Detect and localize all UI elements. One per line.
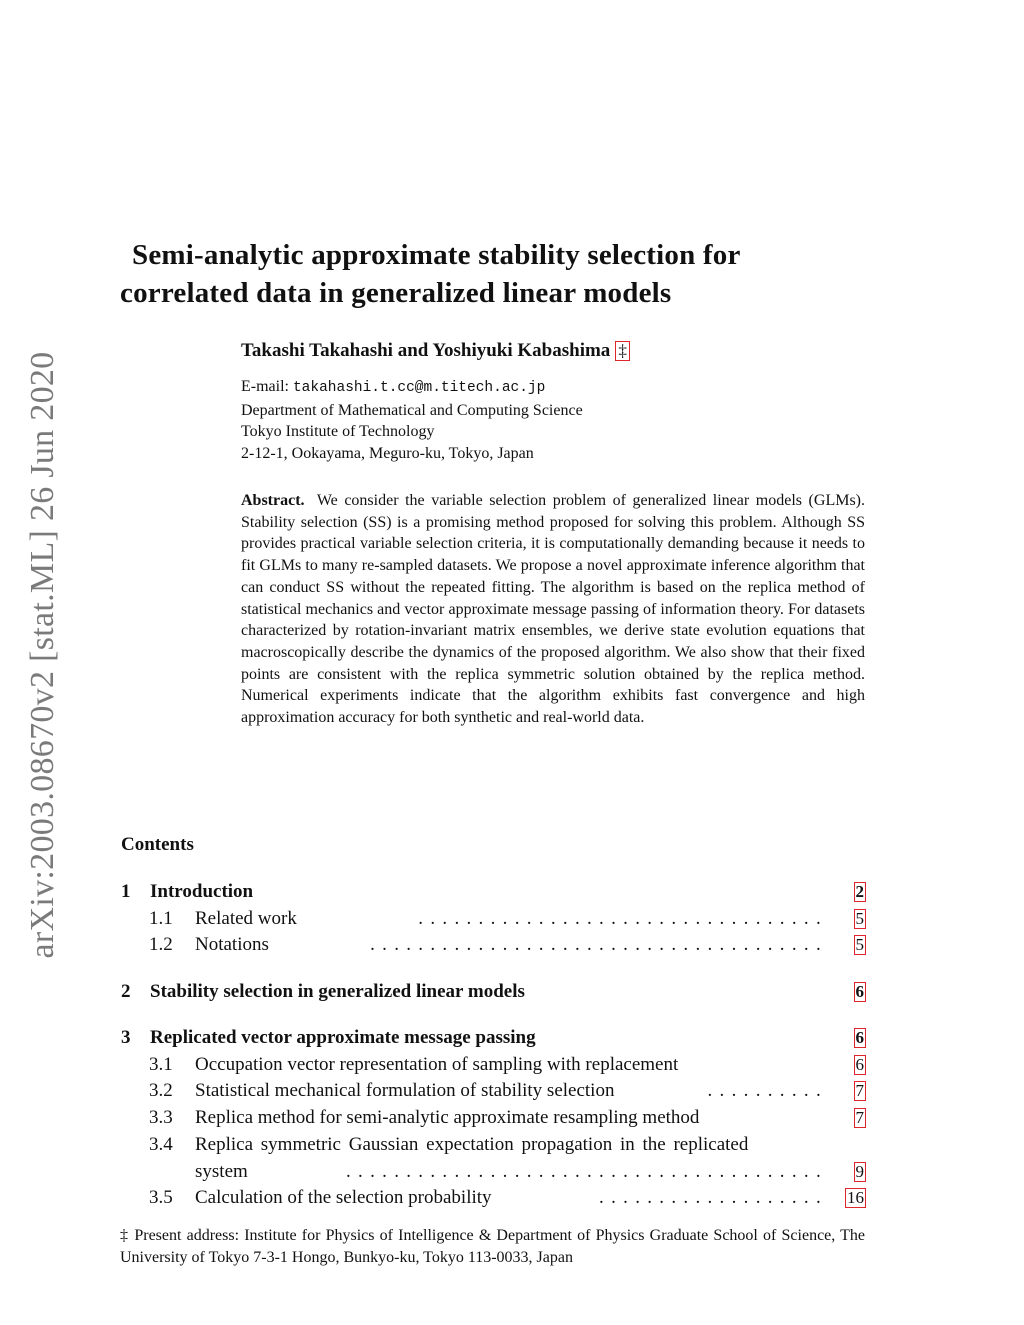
toc-number: 3.2 [149, 1080, 173, 1101]
toc-label: Related work [195, 906, 303, 932]
toc-number: 2 [121, 981, 131, 1002]
arxiv-identifier-stamp: arXiv:2003.08670v2 [stat.ML] 26 Jun 2020 [24, 351, 61, 959]
toc-number: 3.5 [149, 1187, 173, 1208]
email-label: E-mail: [241, 378, 289, 395]
title-line-1: Semi-analytic approximate stability selection for [132, 239, 741, 271]
toc-leader: .................................. [418, 908, 828, 929]
toc-label: Statistical mechanical formulation of stability selection [195, 1078, 620, 1104]
toc-number: 3.4 [149, 1134, 173, 1155]
toc-label: Calculation of the selection probability [195, 1185, 498, 1211]
paper-title [120, 236, 880, 312]
footnote-text: Present address: Institute for Physics of Intelligence & Department of Physics Graduate School of Science, The University of Tokyo 7-3-1 Hongo, Bunkyo-ku, Tokyo 113-0033, Japan [120, 1227, 866, 1266]
toc-label: Introduction [150, 879, 259, 905]
toc-leader: .......... [707, 1080, 828, 1101]
toc-number: 1 [121, 881, 131, 902]
toc-number: 1.1 [149, 908, 173, 929]
abstract-text: We consider the variable selection problem of generalized linear models (GLMs). Stability selection (SS) is a promising method proposed for solving this problem. Although SS provides practical variable selection criteria, it is computationally demanding because it needs to fit GLMs to many re-sampled datasets. We propose a novel approximate inference algorithm that can conduct SS without the repeated fitting. The algorithm is based on the replica method of statistical mechanics and vector approximate message passing of information theory. For datasets characterized by rotation-invariant matrix ensembles, we derive state evolution equations that macroscopically describe the dynamics of the proposed algorithm. We also show that their fixed points are consistent with the replica symmetric solution obtained by the replica method. Numerical experiments indicate that the algorithm exhibits fast convergence and high approximation accuracy for both synthetic and real-world data. [241, 492, 865, 727]
toc-page-link[interactable]: 7 [855, 1081, 864, 1100]
footnote [120, 1225, 865, 1268]
toc-number: 1.2 [149, 934, 173, 955]
toc-page-link[interactable]: 5 [855, 909, 864, 928]
toc-label: Replica method for semi-analytic approximate resampling method [195, 1105, 705, 1131]
toc-page-link[interactable]: 6 [855, 1055, 864, 1074]
contents-heading: Contents [121, 834, 194, 855]
toc-label: Replicated vector approximate message passing [150, 1025, 542, 1051]
email-line [241, 376, 583, 400]
toc-entry [121, 1132, 866, 1158]
toc-entry-continuation [121, 1159, 866, 1185]
toc-page-link[interactable]: 9 [855, 1162, 864, 1181]
email-address[interactable]: takahashi.t.cc@m.titech.ac.jp [292, 380, 546, 396]
author-names: Takashi Takahashi and Yoshiyuki Kabashima [241, 340, 611, 361]
institute: Tokyo Institute of Technology [241, 423, 435, 441]
footnote-mark: ‡ [120, 1227, 130, 1244]
toc-page-link[interactable]: 6 [855, 982, 864, 1001]
toc-entry [121, 879, 866, 905]
toc-entry [121, 1078, 866, 1104]
toc-page-link[interactable]: 5 [855, 935, 864, 954]
toc-entry [121, 1052, 866, 1078]
abstract-heading: Abstract. [241, 492, 305, 509]
toc-label: Notations [195, 932, 275, 958]
toc-page-link[interactable]: 6 [855, 1028, 864, 1047]
toc-number: 3 [121, 1027, 131, 1048]
toc-page-link[interactable]: 2 [855, 882, 864, 901]
toc-entry [121, 1025, 866, 1051]
author-list [241, 340, 630, 362]
affiliation-block [241, 376, 583, 464]
toc-entry [121, 979, 866, 1005]
toc-label: Occupation vector representation of sampling with replacement [195, 1052, 684, 1078]
toc-leader: ........................................ [346, 1161, 828, 1182]
toc-label: Stability selection in generalized linear models [150, 979, 531, 1005]
toc-entry [121, 1105, 866, 1131]
title-line-2: correlated data in generalized linear models [120, 277, 672, 309]
toc-number: 3.1 [149, 1054, 173, 1075]
toc-label: Replica symmetric Gaussian expectation propagation in the replicated [195, 1132, 754, 1158]
abstract [241, 490, 865, 729]
address: 2-12-1, Ookayama, Meguro-ku, Tokyo, Japan [241, 444, 534, 462]
toc-entry [121, 932, 866, 958]
toc-leader: ................... [599, 1187, 828, 1208]
toc-number: 3.3 [149, 1107, 173, 1128]
footnote-link[interactable]: ‡ [615, 341, 630, 361]
toc-leader: ...................................... [370, 934, 828, 955]
toc-page-link[interactable]: 7 [855, 1108, 864, 1127]
toc-entry [121, 906, 866, 932]
toc-page-link[interactable]: 16 [847, 1188, 864, 1207]
department: Department of Mathematical and Computing Science [241, 401, 583, 419]
toc-entry [121, 1185, 866, 1211]
toc-label-continuation: system [195, 1159, 254, 1185]
